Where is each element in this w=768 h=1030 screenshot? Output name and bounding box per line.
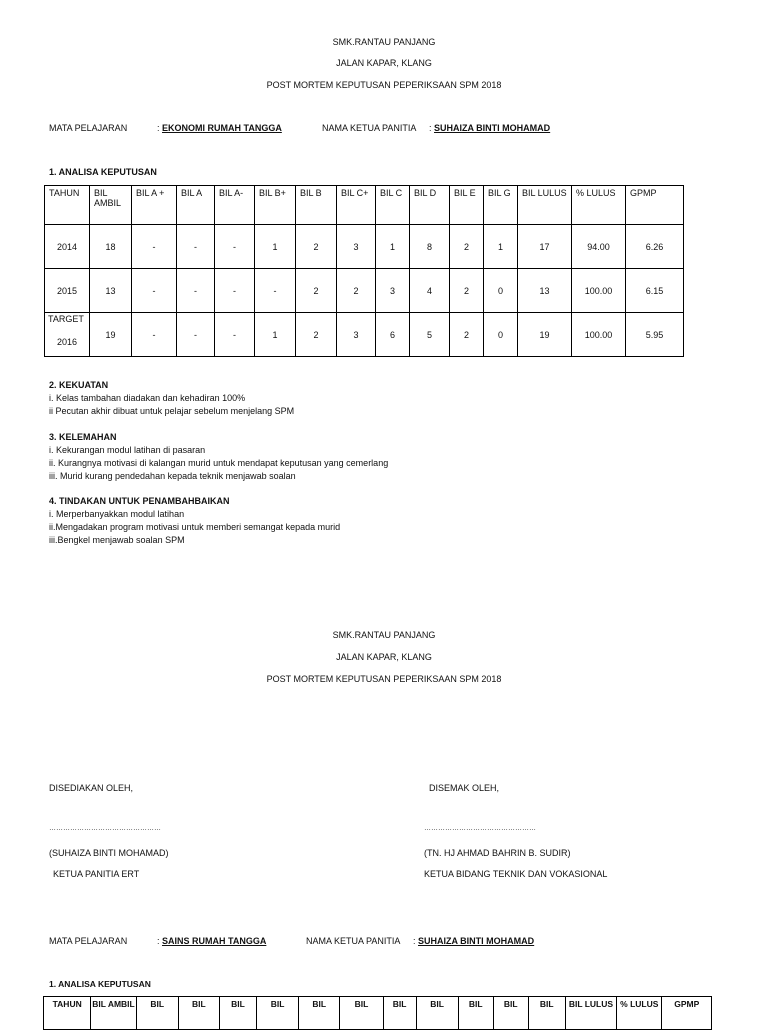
table-header-cell: % LULUS: [572, 186, 626, 225]
table-header-cell: BIL D: [410, 186, 450, 225]
table-cell: -: [132, 225, 177, 269]
preparer-name: (SUHAIZA BINTI MOHAMAD): [49, 848, 169, 858]
table-cell: 2: [450, 225, 484, 269]
table-header-cell: BIL: [383, 997, 416, 1030]
table-header-cell: % LULUS: [617, 997, 662, 1030]
table-header-cell: BIL: [493, 997, 528, 1030]
table-header-cell: BIL: [458, 997, 493, 1030]
table-cell: -: [215, 269, 255, 313]
table-cell: 13: [518, 269, 572, 313]
section-analisa-title: 1. ANALISA KEPUTUSAN: [49, 167, 157, 177]
list-item: iii. Murid kurang pendedahan kepada teknik menjawab soalan: [49, 471, 296, 481]
results-table-header: [45, 186, 684, 225]
table-cell: -: [177, 269, 215, 313]
table-header-cell: BIL B+: [255, 186, 296, 225]
table-header-cell: TAHUN: [45, 186, 90, 225]
section-analisa-title-2: 1. ANALISA KEPUTUSAN: [49, 979, 151, 989]
checked-by-label: DISEMAK OLEH,: [429, 783, 500, 793]
table-cell: 8: [410, 225, 450, 269]
table-header-cell: BIL AMBIL: [91, 997, 136, 1030]
table-cell: 2: [450, 313, 484, 357]
table-header-cell: BIL: [257, 997, 299, 1030]
table-cell: 19: [518, 313, 572, 357]
table-header-cell: TAHUN: [44, 997, 91, 1030]
table-cell: 6: [376, 313, 410, 357]
section-kekuatan-title: 2. KEKUATAN: [49, 380, 109, 390]
head-value: SUHAIZA BINTI MOHAMAD: [434, 123, 551, 133]
checker-name: (TN. HJ AHMAD BAHRIN B. SUDIR): [424, 848, 571, 858]
subject-line-2: : SAINS RUMAH TANGGA: [157, 936, 267, 946]
school-address: JALAN KAPAR, KLANG: [336, 58, 432, 68]
table-cell: 1: [484, 225, 518, 269]
prepared-by-label: DISEDIAKAN OLEH,: [49, 783, 134, 793]
table-cell: 5.95: [626, 313, 684, 357]
table-header-cell: BIL: [416, 997, 458, 1030]
table-header-cell: BIL C: [376, 186, 410, 225]
table-cell: 100.00: [572, 269, 626, 313]
table-cell: 3: [337, 313, 376, 357]
table-cell: 1: [255, 313, 296, 357]
subject-label: MATA PELAJARAN: [49, 123, 128, 133]
table-header-cell: BIL AMBIL: [90, 186, 132, 225]
list-item: ii Pecutan akhir dibuat untuk pelajar sebelum menjelang SPM: [49, 406, 295, 416]
table-cell: 17: [518, 225, 572, 269]
table-header-cell: BIL C+: [337, 186, 376, 225]
target-year: 2016: [56, 337, 78, 347]
table-header-cell: BIL A +: [132, 186, 177, 225]
table-cell: 3: [376, 269, 410, 313]
table-header-cell: BIL LULUS: [565, 997, 616, 1030]
list-item: i. Merperbanyakkan modul latihan: [49, 509, 185, 519]
table-cell: -: [132, 313, 177, 357]
list-item: ii.Mengadakan program motivasi untuk memberi semangat kepada murid: [49, 522, 341, 532]
subject-value: EKONOMI RUMAH TANGGA: [162, 123, 282, 133]
table-cell: -: [255, 269, 296, 313]
table-cell: 18: [90, 225, 132, 269]
list-item: iii.Bengkel menjawab soalan SPM: [49, 535, 185, 545]
table-cell: 2: [296, 313, 337, 357]
head-label-2: NAMA KETUA PANITIA: [306, 936, 401, 946]
table-cell: 100.00: [572, 313, 626, 357]
table-header-cell: BIL LULUS: [518, 186, 572, 225]
table-header-cell: BIL: [340, 997, 383, 1030]
table-cell: 4: [410, 269, 450, 313]
table-header-cell: BIL A-: [215, 186, 255, 225]
table-cell: -: [177, 313, 215, 357]
checker-role: KETUA BIDANG TEKNIK DAN VOKASIONAL: [424, 869, 608, 879]
table-cell: 5: [410, 313, 450, 357]
table-cell: 2: [450, 269, 484, 313]
table-cell: 3: [337, 225, 376, 269]
table-header-cell: BIL E: [450, 186, 484, 225]
table-row: [45, 225, 684, 269]
table-cell: -: [177, 225, 215, 269]
table-header-cell: GPMP: [626, 186, 684, 225]
head-label: NAMA KETUA PANITIA: [322, 123, 417, 133]
head-line-2: : SUHAIZA BINTI MOHAMAD: [413, 936, 535, 946]
table-cell: 1: [376, 225, 410, 269]
table-header-cell: BIL: [528, 997, 565, 1030]
subject-value-2: SAINS RUMAH TANGGA: [162, 936, 267, 946]
list-item: i. Kekurangan modul latihan di pasaran: [49, 445, 206, 455]
section-tindakan-title: 4. TINDAKAN UNTUK PENAMBAHBAIKAN: [49, 496, 230, 506]
table-cell: 0: [484, 269, 518, 313]
table-cell-target: [45, 313, 90, 357]
table-header-cell: BIL A: [177, 186, 215, 225]
table-cell: 6.26: [626, 225, 684, 269]
school-name: SMK.RANTAU PANJANG: [332, 37, 436, 47]
head-line: : SUHAIZA BINTI MOHAMAD: [429, 123, 551, 133]
table-cell: 6.15: [626, 269, 684, 313]
table-cell: 19: [90, 313, 132, 357]
school-name-2: SMK.RANTAU PANJANG: [332, 630, 436, 640]
table-cell: 2014: [45, 225, 90, 269]
table-cell: 0: [484, 313, 518, 357]
table-cell: -: [215, 313, 255, 357]
document-title: POST MORTEM KEPUTUSAN PEPERIKSAAN SPM 2018: [266, 80, 502, 90]
preparer-role: KETUA PANITIA ERT: [53, 869, 140, 879]
table-cell: 13: [90, 269, 132, 313]
table-header-cell: BIL: [136, 997, 178, 1030]
table-cell: 2: [296, 225, 337, 269]
list-item: ii. Kurangnya motivasi di kalangan murid untuk mendapat keputusan yang cemerlang: [49, 458, 389, 468]
subject-line: : EKONOMI RUMAH TANGGA: [157, 123, 282, 133]
list-item: i. Kelas tambahan diadakan dan kehadiran 100%: [49, 393, 246, 403]
table-header-cell: BIL: [299, 997, 340, 1030]
table-header-cell: BIL: [219, 997, 256, 1030]
signature-line-right: …………………………………………: [424, 825, 536, 832]
table-cell: -: [215, 225, 255, 269]
table-cell: 2015: [45, 269, 90, 313]
table-cell: 94.00: [572, 225, 626, 269]
table-cell: 2: [337, 269, 376, 313]
target-label: TARGET: [48, 314, 84, 324]
head-value-2: SUHAIZA BINTI MOHAMAD: [418, 936, 535, 946]
table-cell: 1: [255, 225, 296, 269]
table-cell: 2: [296, 269, 337, 313]
section-kelemahan-title: 3. KELEMAHAN: [49, 432, 117, 442]
signature-line-left: …………………………………………: [49, 825, 161, 832]
table-header-cell: BIL B: [296, 186, 337, 225]
table-row: [45, 269, 684, 313]
results-table-2: [43, 996, 712, 1030]
document-title-2: POST MORTEM KEPUTUSAN PEPERIKSAAN SPM 2018: [266, 674, 502, 684]
school-address-2: JALAN KAPAR, KLANG: [336, 652, 432, 662]
table-header-cell: BIL: [178, 997, 219, 1030]
results-table: [44, 185, 684, 357]
table-header-cell: GPMP: [662, 997, 712, 1030]
table-row-target: [45, 313, 684, 357]
table-cell: -: [132, 269, 177, 313]
results-table-2-header: [44, 997, 712, 1030]
subject-label-2: MATA PELAJARAN: [49, 936, 128, 946]
table-header-cell: BIL G: [484, 186, 518, 225]
